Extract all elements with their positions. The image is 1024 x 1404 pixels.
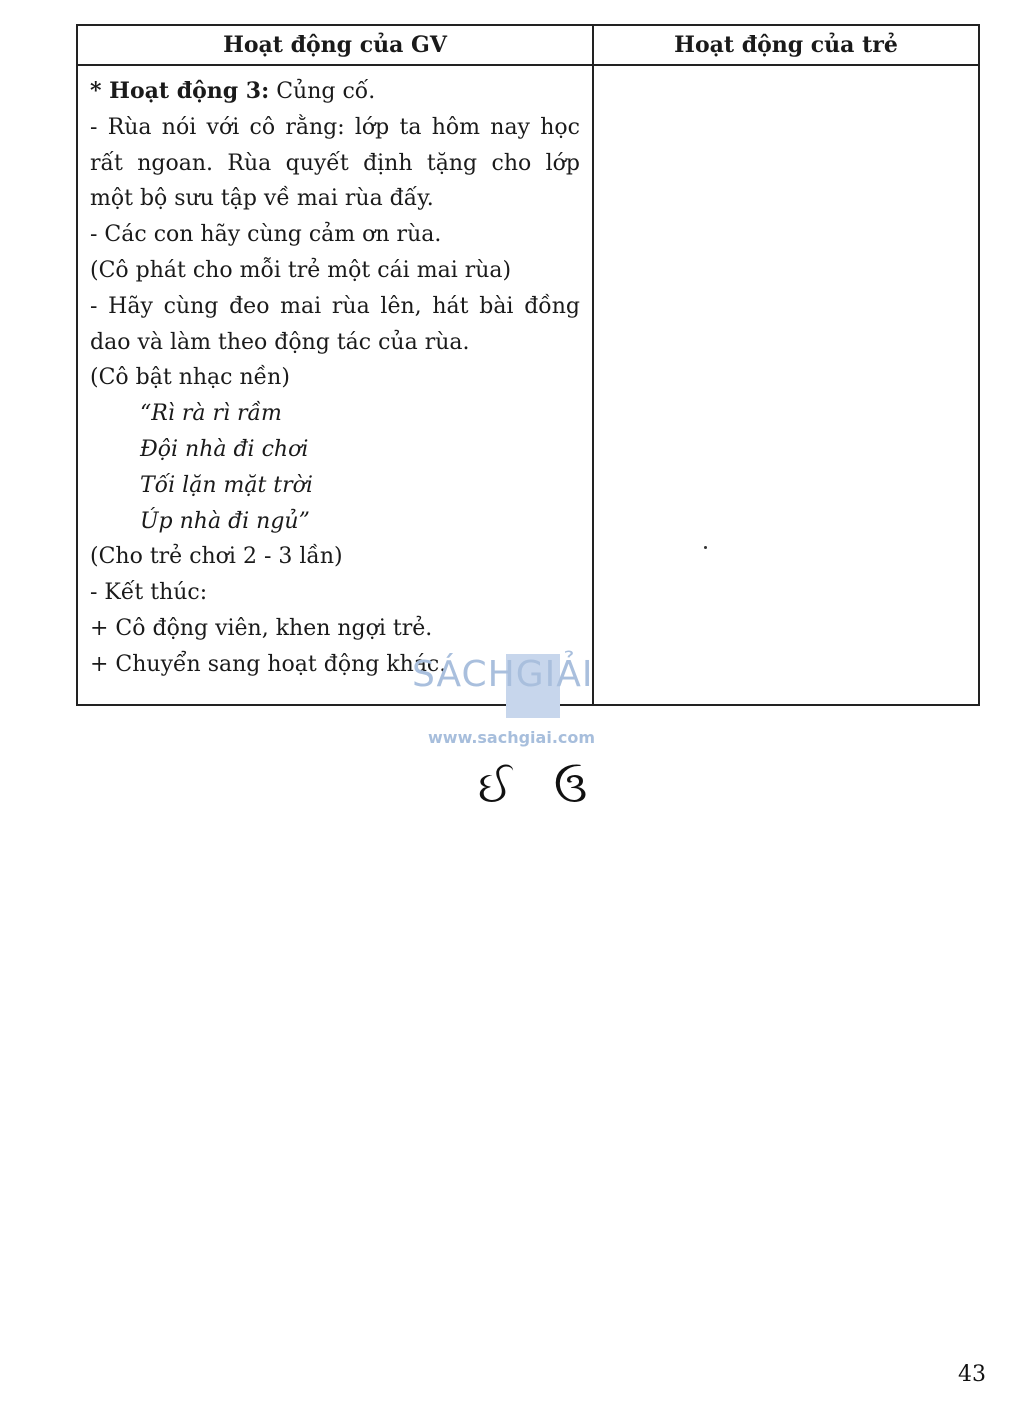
line-text: (Cô bật nhạc nền): [90, 365, 290, 391]
line-text: - Các con hãy cùng cảm ơn rùa.: [90, 222, 442, 248]
line-text: dao và làm theo động tác của rùa.: [90, 329, 470, 355]
table-row: [77, 65, 979, 705]
line-text: - Hãy cùng đeo mai rùa lên, hát bài đồng: [90, 293, 580, 319]
teacher-activity-text: [90, 74, 580, 683]
text-line: [90, 432, 580, 468]
activity-table: [76, 24, 980, 706]
watermark-logo: SÁCHGIẢI: [412, 654, 594, 695]
line-text: - Rùa nói với cô rằng: lớp ta hôm nay học: [90, 114, 580, 140]
text-line: [90, 504, 580, 540]
text-line: [90, 253, 580, 289]
text-line: [90, 146, 580, 182]
line-text: Tối lặn mặt trời: [140, 472, 313, 498]
line-text: + Cô động viên, khen ngợi trẻ.: [90, 615, 433, 641]
text-line: [90, 539, 580, 575]
line-text: một bộ sưu tập về mai rùa đấy.: [90, 186, 434, 212]
header-child-activity: Hoạt động của trẻ: [593, 25, 979, 65]
text-line: [90, 575, 580, 611]
text-line: [90, 217, 580, 253]
line-text: (Cô phát cho mỗi trẻ một cái mai rùa): [90, 257, 512, 283]
text-line: [90, 110, 580, 146]
line-text: rất ngoan. Rùa quyết định tặng cho lớp: [90, 150, 580, 176]
text-line: [90, 325, 580, 361]
text-line: [90, 396, 580, 432]
text-line: [90, 74, 580, 110]
line-text: Đội nhà đi chơi: [140, 436, 309, 462]
text-line: [90, 360, 580, 396]
line-text: “Rì rà rì rầm: [140, 401, 282, 427]
header-teacher-activity: Hoạt động của GV: [77, 25, 593, 65]
section-end-ornament: ઈ ઉ: [478, 762, 602, 813]
watermark: [412, 654, 622, 754]
line-text: + Chuyển sang hoạt động khác.: [90, 651, 447, 677]
line-text: Củng cố.: [269, 79, 376, 104]
text-line: [90, 468, 580, 504]
teacher-activity-cell: [77, 65, 593, 705]
activity-heading: * Hoạt động 3:: [90, 78, 270, 104]
text-line: [90, 611, 580, 647]
table-header-row: [77, 25, 979, 65]
child-activity-cell: [593, 65, 979, 705]
line-text: Úp nhà đi ngủ”: [140, 508, 310, 534]
text-line: [90, 181, 580, 217]
page-number: 43: [958, 1362, 986, 1387]
line-text: (Cho trẻ chơi 2 - 3 lần): [90, 544, 343, 570]
line-text: - Kết thúc:: [90, 580, 208, 606]
text-line: [90, 289, 580, 325]
watermark-url: www.sachgiai.com: [428, 728, 596, 747]
stray-dot: [704, 546, 707, 549]
